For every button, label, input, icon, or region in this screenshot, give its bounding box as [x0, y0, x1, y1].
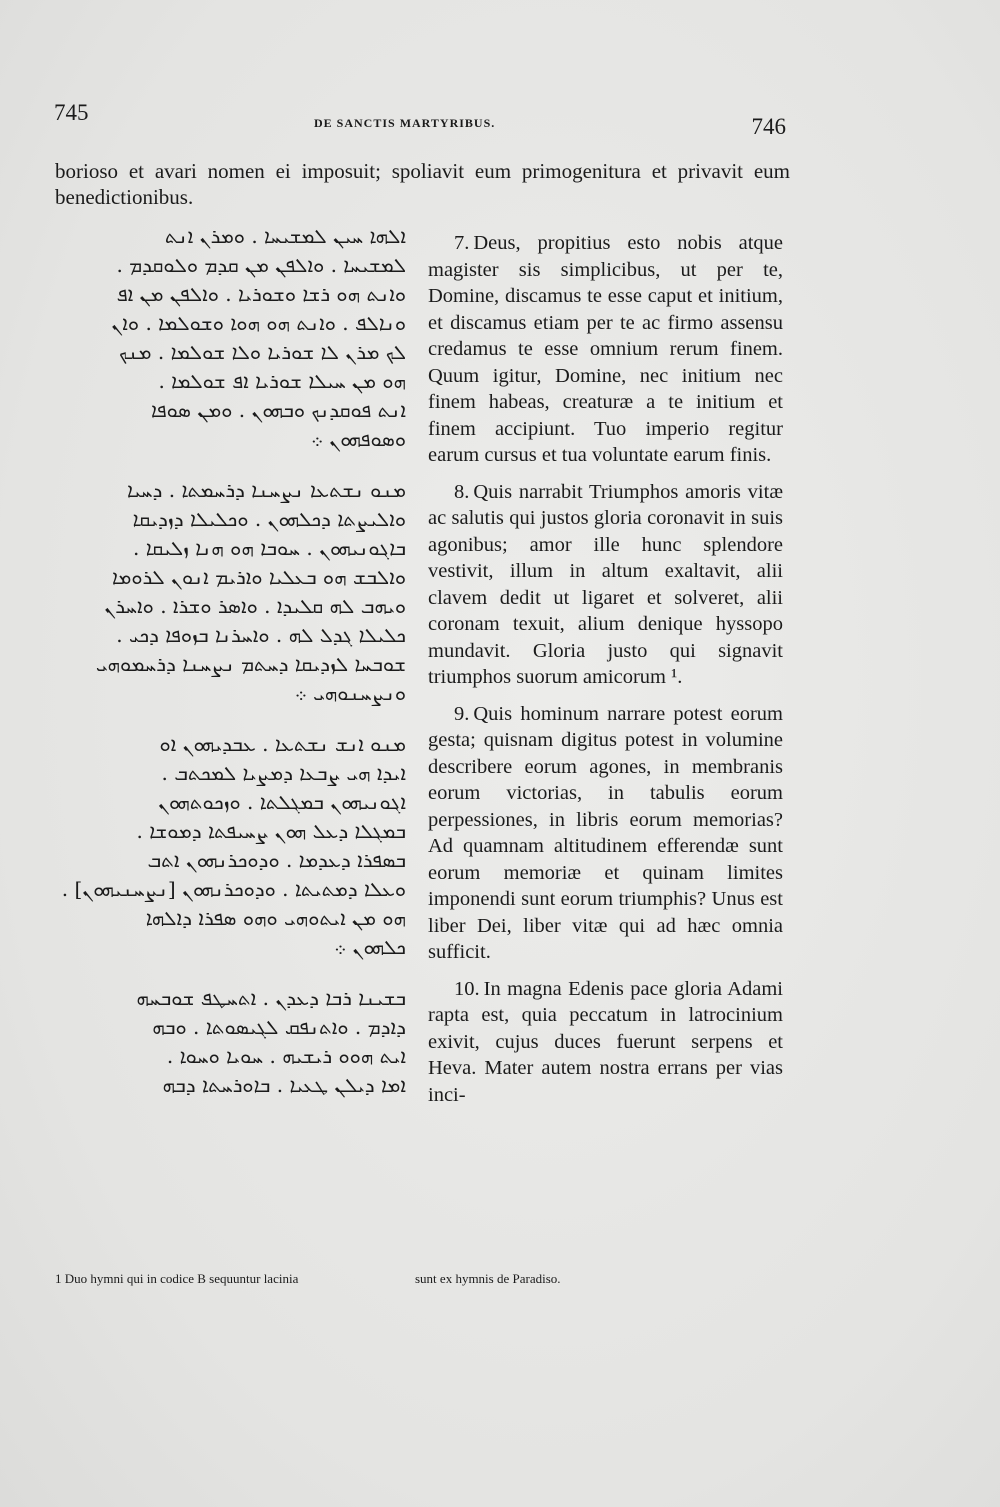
paragraph-text: Quis hominum narrare potest eorum gesta; quisnam digitus potest in volumine describere eorum agones, in membranis eorum victorias, in tabulis eorum perpessiones, in libris eorum memorias? Ad quamnam altitudinem efferendæ sunt eorum memoriæ et quinam limites imponendi sunt eorum triumphis? Unus est liber Dei, liber vitæ qui ad hæc omnia sufficit. — [428, 702, 783, 963]
syriac-line: ܡܢܘ ܢܫܬܥܐ ܢܨܚܢܐ ܕܪܚܡܬܐ . ܕܚܝܐ — [126, 478, 406, 502]
syriac-line: ܐܢܬ ܦܘܩܕܢܟ ܘܒܗܘܢ . ܘܡܢ ܣܘܦܐ — [151, 398, 406, 422]
syriac-line: ܘܝܗܒ ܠܗ ܩܠܝܕܐ . ܘܐܣܪ ܘܫܪܐ . ܘܐܚܪܢ — [104, 594, 406, 618]
syriac-line: ܘܢܐܠܦ . ܘܐܢܬ ܗܘ ܗܘܐ ܘܫܘܠܡܐ . ܘܐܢ — [111, 311, 406, 335]
intro-paragraph — [55, 158, 790, 210]
latin-paragraph — [428, 479, 783, 691]
footnote-right: sunt ex hymnis de Paradiso. — [415, 1271, 561, 1286]
paragraph-text: Quis narrabit Triumphos amoris vitæ ac salutis qui justos gloria coronavit in suis agonibus; amor ille hunc splendore vestivit, illum in altum exaltavit, alii clavem dedit ut ligaret et solveret, alii coronam texuit, alium denique hyssopo mundavit. Gloria justo qui signavit triumphos suorum amicorum ¹. — [428, 480, 783, 688]
syriac-line: ܘܐܠܝܨܬܐ ܕܟܠܗܘܢ . ܘܟܠܝܠܐ ܕܙܕܝܩܐ — [132, 507, 406, 531]
syriac-line: ܐܡܐ ܕܝܠܢ ܛܥܝܐ . ܒܐܘܪܚܬܐ ܕܒܗ — [162, 1073, 406, 1097]
syriac-line: ܐܝܕܐ ܗܝ ܨܒܥܐ ܕܡܨܝܐ ܠܡܟܬܒ . — [161, 761, 406, 785]
latin-paragraph — [428, 976, 783, 1109]
syriac-line: ܒܐܓܘܢܝܗܘܢ . ܚܘܒܐ ܗܘ ܗܢܐ ܙܠܝܩܐ . — [133, 536, 406, 560]
syriac-line: ܕܐܕܡ . ܘܐܬܢܦܩ ܠܓܝܣܘܬܐ . ܘܒܗ — [152, 1015, 406, 1039]
syriac-line: ܒܫܝܢܐ ܪܒܐ ܕܥܕܢ . ܐܬܚܛܦ ܫܘܒܚܗ — [136, 986, 406, 1010]
syriac-line: ܟܠܝܠܐ ܓܕܠ ܠܗ . ܘܐܚܪܢܐ ܒܙܘܦܐ ܕܟܝ . — [116, 623, 406, 647]
syriac-line: ܐܓܘܢܝܗܘܢ ܒܡܓܠܬܐ . ܘܙܟܘܬܗܘܢ — [158, 790, 406, 814]
syriac-line: ܗܘ ܡܢ ܚܝܠܐ ܫܘܪܝܐ ܐܦ ܫܘܠܡܐ . — [158, 369, 406, 393]
syriac-line: ܗܘ ܡܢ ܐܝܬܘܗܝ ܘܗܘ ܣܦܪܐ ܕܐܠܗܐ — [145, 906, 406, 930]
page-number-left: 745 — [54, 100, 89, 125]
latin-paragraph — [428, 230, 783, 469]
syriac-line: ܘܐܢܬ ܗܘ ܪܫܐ ܘܫܘܪܝܐ . ܘܐܠܦܢ ܡܢ ܐܦ — [116, 282, 406, 306]
syriac-line: ܡܢܘ ܐܢܫ ܢܫܬܥܐ . ܥܒܕܝܗܘܢ ܐܘ — [159, 732, 406, 756]
syriac-column — [50, 222, 406, 1122]
syriac-line: ܐܠܗܐ ܚܝܢ ܠܡܫܝܚܐ . ܘܡܪܢ ܐܢܬ — [164, 224, 406, 248]
syriac-line: ܫܘܒܚܐ ܠܙܕܝܩܐ ܕܚܬܡ ܢܨܚܢܐ ܕܪܚܡܘܗܝ — [95, 652, 406, 676]
paragraph-text: Deus, propitius esto nobis atque magister sis simplicibus, ut per te, Domine, discamus te esse caput et initium, et discamus etiam per te ac firmo assensu credamus te esse omnium rerum finem. Quum igitur, Domine, nec initium nec finem habeas, creaturæ a te initium et finem accipiunt. Tuo imperio regitur earum cursus et tua voluntate earum finis. — [428, 232, 783, 466]
page-header — [50, 100, 790, 140]
syriac-line: ܐܝܬ ܗܘܘ ܪܝܫܝܗ . ܚܘܝܐ ܘܚܘܐ . — [166, 1044, 406, 1068]
syriac-line: ܒܡܓܠܐ ܕܥܠ ܗܘܢ ܨܚܝܦܬܐ ܕܡܘܫܐ . — [136, 819, 406, 843]
syriac-line: ܒܣܦܪܐ ܕܥܕܡܐ . ܘܕܘܟܪܢܗܘܢ ܐܬܒ — [147, 848, 406, 872]
running-title: DE SANCTIS MARTYRIBUS. — [314, 116, 496, 130]
syriac-stanza — [50, 222, 406, 454]
paragraph-number: 10. — [454, 977, 480, 1000]
latin-column — [428, 230, 783, 1118]
footnote-left: 1 Duo hymni qui in codice B sequuntur lacinia — [55, 1271, 299, 1286]
syriac-line: ܘܣܘܦܗܘܢ ܀ — [310, 427, 406, 451]
intro-text: borioso et avari nomen ei imposuit; spoliavit eum primogenitura et privavit eum benedictionibus. — [55, 159, 790, 209]
page-number-right: 746 — [751, 114, 786, 139]
paragraph-number: 9. — [454, 702, 470, 725]
syriac-line: ܘܥܠܐ ܕܡܬܝܬܐ . ܘܕܘܟܪܢܗܘܢ [ܢܨܚܢܝܗܘܢ] . — [61, 877, 406, 901]
syriac-line: ܠܡܫܝܚܐ . ܘܐܠܦܢ ܡܢ ܩܕܡ ܘܠܘܩܕܡ . — [116, 253, 406, 277]
syriac-line: ܟܠܗܘܢ ܀ — [334, 935, 406, 959]
syriac-stanza — [50, 730, 406, 962]
syriac-stanza — [50, 476, 406, 708]
syriac-line: ܘܐܠܒܫ ܗܘ ܒܥܠܝܐ ܘܐܪܝܡ ܐܢܘܢ ܠܪܘܡܐ — [111, 565, 406, 589]
syriac-line: ܠܟ ܡܪܢ ܠܐ ܫܘܪܝܐ ܘܠܐ ܫܘܠܡܐ . ܡܢܟ — [118, 340, 406, 364]
latin-paragraph — [428, 701, 783, 966]
paragraph-number: 8. — [454, 480, 470, 503]
syriac-stanza — [50, 984, 406, 1100]
paragraph-number: 7. — [454, 232, 470, 254]
paragraph-text: In magna Edenis pace gloria Adami rapta est, quia peccatum in latrocinium exivit, cujus duces fuerunt serpens et Heva. Mater autem nostra errans per vias inci- — [428, 977, 783, 1106]
syriac-line: ܘܢܨܚܢܘܗܝ ܀ — [294, 681, 406, 705]
